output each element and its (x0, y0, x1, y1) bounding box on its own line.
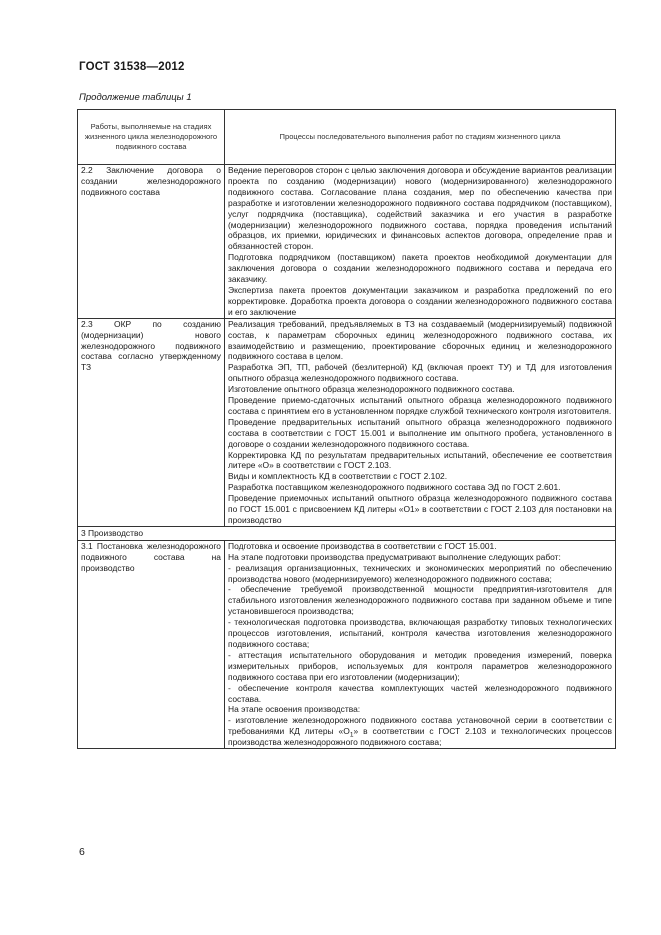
table-row-2-2 (78, 165, 616, 319)
table-continuation-caption: Продолжение таблицы 1 (79, 92, 192, 103)
process-paragraph: Ведение переговоров сторон с целью заключения договора и обсуждение вариантов реализации проекта по созданию (модернизации) нового (модернизированного) железнодорожного подвижного состава. Согласование плана создания, мер по обеспечению качества при разработке и изготовлении железнодорожного подвижного состава подрядчиком (поставщиком), услуг подрядчика (поставщика), содействий заказчика и его участия в разработке (модернизации) железнодорожного подвижного состава, порядка проведения испытаний образцов, их приемки, юридических и финансовых аспектов договора, определение прав и обязанностей сторон. (228, 165, 612, 252)
process-paragraph: Экспертиза пакета проектов документации заказчиком и разработка предложений по его корректировке. Доработка проекта договора о создании железнодорожного подвижного состава и его заключение (228, 284, 612, 317)
process-paragraph: Подготовка и освоение производства в соответствии с ГОСТ 15.001. (228, 540, 497, 551)
lifecycle-table (77, 109, 616, 749)
process-paragraph: Разработка поставщиком железнодорожного подвижного состава ЭД по ГОСТ 2.601. (228, 482, 561, 493)
process-paragraph: Разработка ЭП, ТП, рабочей (безлитерной) КД (включая проект ТУ) и ТД для изготовления опытного образца железнодорожного подвижного состава. (228, 362, 612, 384)
process-paragraph: Проведение приемочных испытаний опытного образца железнодорожного подвижного состава по ГОСТ 15.001 с присвоением КД литеры «О1» в соответствии с ГОСТ 2.103 для постановки на производство (228, 493, 612, 525)
last-para-part-b: » в соответствии с ГОСТ 2.103 и технологических процессов производства железнодорожного подвижного состава; (228, 726, 612, 748)
process-paragraph: Корректировка КД по результатам предварительных испытаний, обеспечение ее соответствия литере «О» в соответствии с ГОСТ 2.103. (228, 449, 612, 471)
process-paragraph: Виды и комплектность КД в соответствии с ГОСТ 2.102. (228, 471, 448, 482)
process-cell-2-2 (225, 165, 616, 319)
process-paragraph: На этапе освоения производства: (228, 704, 361, 715)
work-cell-3-1: 3.1 Постановка железнодорожного подвижного состава на производство (78, 540, 225, 748)
process-paragraph: - реализация организационных, технических и экономических мероприятий по обеспечению производства нового (модернизируемого) железнодорожного подвижного состава; (228, 562, 612, 584)
process-paragraph: - обеспечение требуемой производственной мощности предприятия-изготовителя для стабильного изготовления железнодорожного подвижного состава при заданном объеме и типе установившегося производства; (228, 584, 612, 617)
process-paragraph: - технологическая подготовка производства, включающая разработку типовых технологических процессов изготовления, испытаний, контроля качества изготовления железнодорожного подвижного состава; (228, 617, 612, 649)
last-para-part-a: - изготовление железнодорожного подвижного состава установочной серии в соответствии с требованиями КД литеры «О (228, 715, 612, 737)
process-paragraph: Реализация требований, предъявляемых в ТЗ на создаваемый (модернизируемый) подвижной состав, к параметрам сборочных единиц железнодорожного подвижного состава, их взаимодействию и размещению, проектирование сборочных единиц и железнодорожного подвижного состава в целом. (228, 318, 612, 362)
process-paragraph (228, 715, 612, 748)
process-paragraph: - аттестация испытательного оборудования и методик проведения измерений, поверка измерительных приборов, используемых для контроля параметров железнодорожного подвижного состава при его изготовлении (модернизации); (228, 649, 612, 682)
process-cell-2-3 (225, 318, 616, 526)
section-title-production: 3 Производство (78, 526, 616, 540)
process-paragraph: Подготовка подрядчиком (поставщиком) пакета проектов необходимой документации для заключения договора о создании железнодорожного подвижного состава и передача его заказчику. (228, 252, 612, 285)
process-paragraph: Проведение приемо-сдаточных испытаний опытного образца железнодорожного подвижного состава с принятием его в установленном порядке службой технического контроля изготовителя. (228, 395, 612, 416)
process-paragraph: На этапе подготовки производства предусматривают выполнение следующих работ: (228, 551, 561, 562)
work-cell-2-3: 2.3 ОКР по созданию (модернизации) нового железнодорожного подвижного состава согласно утвержденному ТЗ (78, 318, 225, 526)
process-cell-3-1 (225, 540, 616, 748)
table-row-2-3 (78, 318, 616, 526)
document-title: ГОСТ 31538—2012 (79, 61, 185, 73)
table-header-row (78, 110, 616, 165)
section-row-production (78, 526, 616, 540)
header-processes-column: Процессы последовательного выполнения работ по стадиям жизненного цикла (225, 110, 616, 165)
process-paragraph: Проведение предварительных испытаний опытного образца железнодорожного подвижного состава в соответствии с ГОСТ 15.001 и выполнение им опытного пробега, установленного в договоре о создании железнодорожного подвижного состава. (228, 416, 612, 449)
work-cell-2-2: 2.2 Заключение договора о создании железнодорожного подвижного состава (78, 165, 225, 319)
page-number: 6 (79, 846, 85, 858)
table-row-3-1 (78, 540, 616, 748)
litera-subscript: 1 (349, 731, 354, 739)
header-works-column: Работы, выполняемые на стадиях жизненного цикла железнодорожного подвижного состава (78, 110, 225, 165)
process-paragraph: - обеспечение контроля качества комплектующих частей железнодорожного подвижного состава. (228, 682, 612, 704)
process-paragraph: Изготовление опытного образца железнодорожного подвижного состава. (228, 384, 515, 395)
